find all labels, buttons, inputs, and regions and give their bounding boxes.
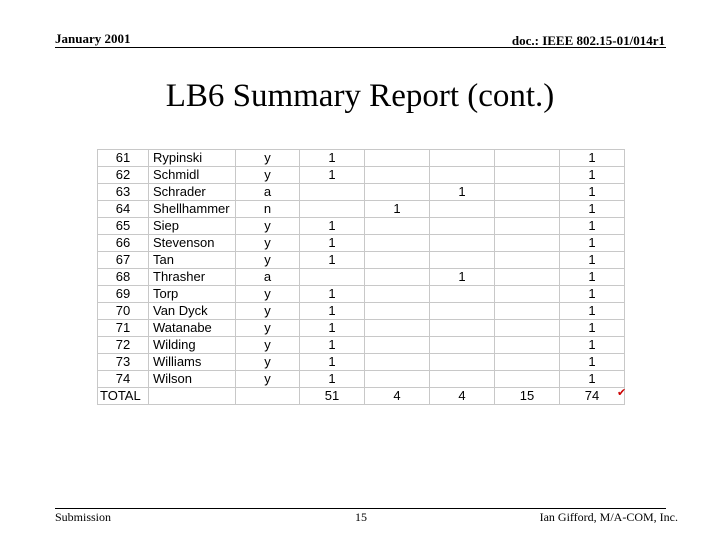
no-count-cell: [365, 252, 430, 269]
total-voter-number-cell: TOTAL: [98, 388, 149, 405]
summary-table-body: [98, 150, 625, 405]
table-row: [98, 218, 625, 235]
voter-name-cell: Schmidl: [149, 167, 236, 184]
abstain-count-cell: [430, 337, 495, 354]
yes-count-cell: [300, 201, 365, 218]
table-row: [98, 235, 625, 252]
vote-cell: y: [236, 235, 300, 252]
voter-number-cell: 68: [98, 269, 149, 286]
other-count-cell: [495, 150, 560, 167]
voter-name-cell: Wilding: [149, 337, 236, 354]
other-count-cell: [495, 252, 560, 269]
table-row: [98, 201, 625, 218]
other-count-cell: [495, 167, 560, 184]
other-count-cell: [495, 337, 560, 354]
vote-cell: y: [236, 337, 300, 354]
yes-count-cell: 1: [300, 218, 365, 235]
no-count-cell: [365, 320, 430, 337]
voter-name-cell: Tan: [149, 252, 236, 269]
vote-cell: y: [236, 320, 300, 337]
abstain-count-cell: [430, 303, 495, 320]
voter-number-cell: 69: [98, 286, 149, 303]
yes-count-cell: 1: [300, 320, 365, 337]
voter-name-cell: Siep: [149, 218, 236, 235]
vote-cell: n: [236, 201, 300, 218]
other-count-cell: [495, 235, 560, 252]
no-count-cell: [365, 371, 430, 388]
table-row: [98, 167, 625, 184]
voter-number-cell: 70: [98, 303, 149, 320]
other-count-cell: [495, 286, 560, 303]
table-row: [98, 337, 625, 354]
total-count-cell: 1: [560, 150, 625, 167]
other-count-cell: [495, 371, 560, 388]
no-count-cell: [365, 150, 430, 167]
vote-cell: y: [236, 252, 300, 269]
voter-number-cell: 67: [98, 252, 149, 269]
table-row: [98, 371, 625, 388]
total-count-cell: 1: [560, 235, 625, 252]
yes-count-cell: 1: [300, 235, 365, 252]
voter-number-cell: 63: [98, 184, 149, 201]
abstain-count-cell: [430, 320, 495, 337]
vote-cell: y: [236, 167, 300, 184]
abstain-count-cell: [430, 235, 495, 252]
no-count-cell: [365, 184, 430, 201]
abstain-count-cell: [430, 286, 495, 303]
abstain-count-cell: [430, 201, 495, 218]
vote-cell: y: [236, 371, 300, 388]
header-rule: [55, 47, 666, 48]
voter-name-cell: Van Dyck: [149, 303, 236, 320]
no-count-cell: [365, 235, 430, 252]
total-count-cell: 1: [560, 218, 625, 235]
yes-count-cell: 1: [300, 354, 365, 371]
footer-rule: [55, 508, 666, 509]
voter-number-cell: 66: [98, 235, 149, 252]
table-total-row: [98, 388, 625, 405]
voter-name-cell: Schrader: [149, 184, 236, 201]
total-count-cell: 1: [560, 286, 625, 303]
red-check-mark-icon: ✔: [617, 386, 627, 399]
vote-cell: a: [236, 184, 300, 201]
yes-count-cell: [300, 184, 365, 201]
total-count-cell: 1: [560, 252, 625, 269]
voter-number-cell: 62: [98, 167, 149, 184]
table-row: [98, 320, 625, 337]
abstain-count-cell: [430, 354, 495, 371]
total-count-cell: 1: [560, 184, 625, 201]
table-row: [98, 354, 625, 371]
no-count-cell: [365, 286, 430, 303]
voter-name-cell: Rypinski: [149, 150, 236, 167]
no-count-cell: [365, 354, 430, 371]
yes-count-cell: 1: [300, 371, 365, 388]
abstain-count-cell: [430, 371, 495, 388]
voter-name-cell: Williams: [149, 354, 236, 371]
vote-cell: y: [236, 218, 300, 235]
abstain-count-cell: [430, 150, 495, 167]
other-count-cell: [495, 354, 560, 371]
total-no-count-cell: 4: [365, 388, 430, 405]
vote-cell: y: [236, 150, 300, 167]
no-count-cell: [365, 269, 430, 286]
voter-name-cell: Torp: [149, 286, 236, 303]
total-count-cell: 1: [560, 320, 625, 337]
abstain-count-cell: [430, 218, 495, 235]
voter-number-cell: 64: [98, 201, 149, 218]
voter-number-cell: 61: [98, 150, 149, 167]
yes-count-cell: 1: [300, 150, 365, 167]
voter-number-cell: 72: [98, 337, 149, 354]
total-other-count-cell: 15: [495, 388, 560, 405]
no-count-cell: [365, 337, 430, 354]
yes-count-cell: 1: [300, 303, 365, 320]
header-doc-id: doc.: IEEE 802.15-01/014r1: [511, 33, 665, 48]
voter-number-cell: 71: [98, 320, 149, 337]
abstain-count-cell: 1: [430, 269, 495, 286]
table-row: [98, 252, 625, 269]
voter-name-cell: Shellhammer: [149, 201, 236, 218]
table-row: [98, 286, 625, 303]
no-count-cell: 1: [365, 201, 430, 218]
total-abstain-count-cell: 4: [430, 388, 495, 405]
other-count-cell: [495, 269, 560, 286]
no-count-cell: [365, 303, 430, 320]
voter-number-cell: 73: [98, 354, 149, 371]
voter-number-cell: 65: [98, 218, 149, 235]
table-row: [98, 184, 625, 201]
yes-count-cell: 1: [300, 252, 365, 269]
vote-cell: y: [236, 286, 300, 303]
yes-count-cell: [300, 269, 365, 286]
other-count-cell: [495, 201, 560, 218]
other-count-cell: [495, 218, 560, 235]
footer-page-number: 15: [355, 510, 367, 524]
voter-name-cell: Thrasher: [149, 269, 236, 286]
other-count-cell: [495, 184, 560, 201]
table-row: [98, 303, 625, 320]
abstain-count-cell: [430, 167, 495, 184]
no-count-cell: [365, 218, 430, 235]
abstain-count-cell: [430, 252, 495, 269]
total-total-count-cell: 74: [560, 388, 625, 405]
total-count-cell: 1: [560, 371, 625, 388]
footer-author: Ian Gifford, M/A-COM, Inc.: [539, 510, 678, 524]
yes-count-cell: 1: [300, 337, 365, 354]
total-count-cell: 1: [560, 201, 625, 218]
no-count-cell: [365, 167, 430, 184]
total-vote-cell: [236, 388, 300, 405]
table-row: [98, 150, 625, 167]
slide-title: LB6 Summary Report (cont.): [165, 78, 555, 114]
other-count-cell: [495, 303, 560, 320]
total-voter-name-cell: [149, 388, 236, 405]
total-count-cell: 1: [560, 354, 625, 371]
vote-cell: y: [236, 303, 300, 320]
total-count-cell: 1: [560, 269, 625, 286]
voter-name-cell: Watanabe: [149, 320, 236, 337]
footer-submission: Submission: [55, 510, 112, 524]
total-count-cell: 1: [560, 337, 625, 354]
other-count-cell: [495, 320, 560, 337]
abstain-count-cell: 1: [430, 184, 495, 201]
vote-cell: a: [236, 269, 300, 286]
header-date: January 2001: [55, 31, 131, 46]
yes-count-cell: 1: [300, 167, 365, 184]
voter-name-cell: Wilson: [149, 371, 236, 388]
total-count-cell: 1: [560, 167, 625, 184]
voter-name-cell: Stevenson: [149, 235, 236, 252]
total-count-cell: 1: [560, 303, 625, 320]
yes-count-cell: 1: [300, 286, 365, 303]
table-row: [98, 269, 625, 286]
summary-table: [97, 149, 625, 405]
voter-number-cell: 74: [98, 371, 149, 388]
vote-cell: y: [236, 354, 300, 371]
total-yes-count-cell: 51: [300, 388, 365, 405]
